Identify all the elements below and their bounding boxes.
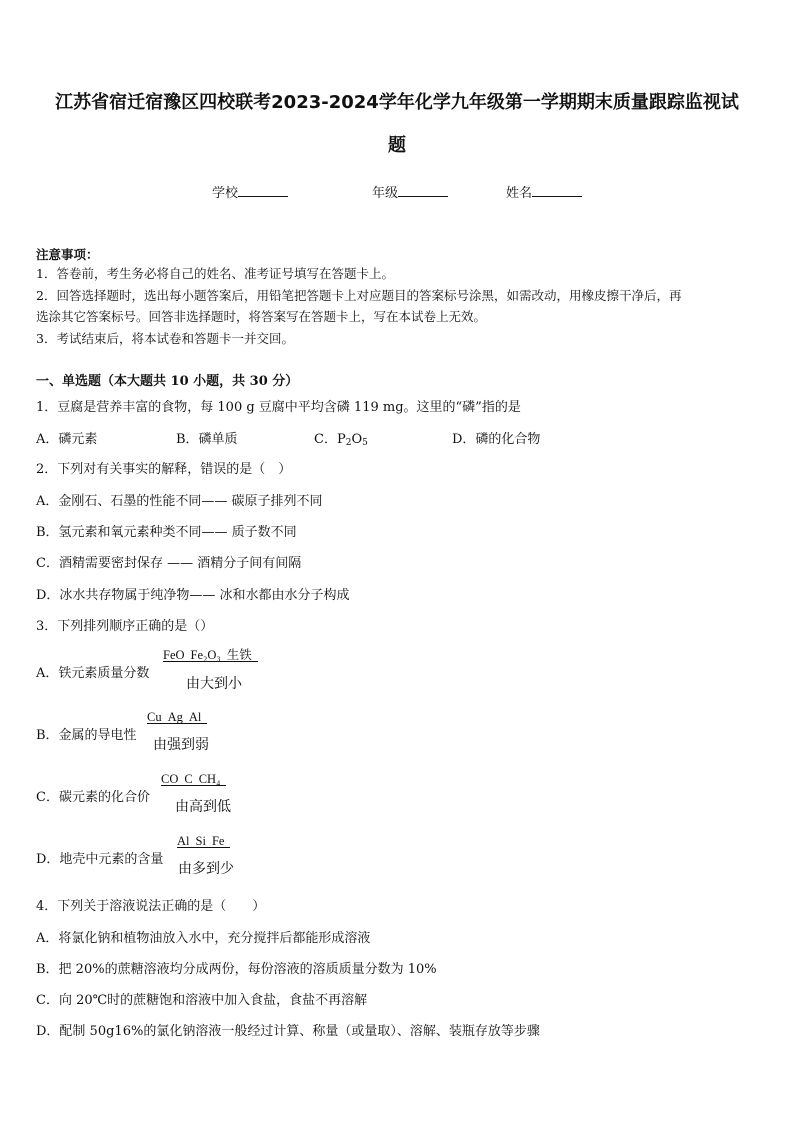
- school-field: [212, 182, 288, 201]
- q3-option-a-order: 由大到小: [186, 676, 242, 692]
- q3-option-b-chain: Cu Ag Al: [147, 710, 207, 725]
- grade-label: 年级: [372, 186, 399, 201]
- q3-option-a-chain: FeO Fe₂O₃ 生铁: [163, 648, 258, 663]
- notice-heading: 注意事项：: [36, 247, 99, 262]
- grade-blank: [398, 184, 448, 197]
- page-title-line2: 题: [388, 135, 406, 156]
- q2-option-c: C．酒精需要密封保存 —— 酒精分子间有间隔: [36, 556, 302, 571]
- q1-option-d: D．磷的化合物: [452, 432, 541, 447]
- q1-stem: 1．豆腐是营养丰富的食物，每 100 g 豆腐中平均含磷 119 mg。这里的“磷”指的是: [36, 400, 521, 415]
- name-field: [506, 182, 582, 201]
- q3-option-c-label: C．碳元素的化合价: [36, 790, 150, 805]
- q3-option-c-order: 由高到低: [175, 799, 231, 815]
- q2-option-d: D．冰水共存物属于纯净物—— 冰和水都由水分子构成: [36, 588, 350, 603]
- q1-option-c: C．$P_2O_5$: [314, 432, 368, 448]
- q3-option-b-order: 由强到弱: [153, 737, 209, 753]
- name-blank: [532, 184, 582, 197]
- q4-stem: 4．下列关于溶液说法正确的是（ ）: [36, 899, 266, 914]
- name-label: 姓名: [506, 186, 533, 201]
- q4-option-a: A．将氯化钠和植物油放入水中，充分搅拌后都能形成溶液: [36, 931, 371, 946]
- q1-option-a: A．磷元素: [36, 432, 98, 447]
- notice-item-3: 3．考试结束后，将本试卷和答题卡一并交回。: [36, 331, 294, 346]
- q3-option-a-label: A．铁元素质量分数: [36, 666, 150, 681]
- page-title-line1: 江苏省宿迁宿豫区四校联考2023-2024学年化学九年级第一学期期末质量跟踪监视试: [55, 92, 739, 113]
- q3-option-d-label: D．地壳中元素的含量: [36, 852, 164, 867]
- q3-option-c-chain: CO C CH₄: [161, 772, 226, 787]
- notice-item-2: 2．回答选择题时，选出每小题答案后，用铅笔把答题卡上对应题目的答案标号涂黑，如需改动，用橡皮擦干净后，再: [36, 288, 682, 303]
- q3-stem: 3．下列排列顺序正确的是（）: [36, 619, 214, 634]
- q3-option-d-chain: Al Si Fe: [177, 834, 230, 849]
- notice-item-1: 1．答卷前，考生务必将自己的姓名、准考证号填写在答题卡上。: [36, 266, 394, 281]
- q4-option-c: C．向 20℃时的蔗糖饱和溶液中加入食盐，食盐不再溶解: [36, 993, 368, 1008]
- q2-stem: 2．下列对有关事实的解释，错误的是（ ）: [36, 462, 292, 477]
- school-blank: [238, 184, 288, 197]
- q4-option-d: D．配制 50g16%的氯化钠溶液一般经过计算、称量（或量取）、溶解、装瓶存放等步骤: [36, 1024, 540, 1039]
- notice-item-2-cont: 选涂其它答案标号。回答非选择题时，将答案写在答题卡上，写在本试卷上无效。: [36, 309, 487, 324]
- q4-option-b: B．把 20%的蔗糖溶液均分成两份，每份溶液的溶质质量分数为 10%: [36, 962, 437, 977]
- grade-field: [372, 182, 448, 201]
- q2-option-b: B．氢元素和氧元素种类不同—— 质子数不同: [36, 525, 297, 540]
- q1-option-b: B．磷单质: [176, 432, 238, 447]
- q2-option-a: A．金刚石、石墨的性能不同—— 碳原子排列不同: [36, 494, 323, 509]
- school-label: 学校: [212, 186, 239, 201]
- section-heading: 一、单选题（本大题共 10 小题，共 30 分）: [36, 374, 299, 389]
- q3-option-d-order: 由多到少: [178, 861, 234, 877]
- q3-option-b-label: B．金属的导电性: [36, 728, 137, 743]
